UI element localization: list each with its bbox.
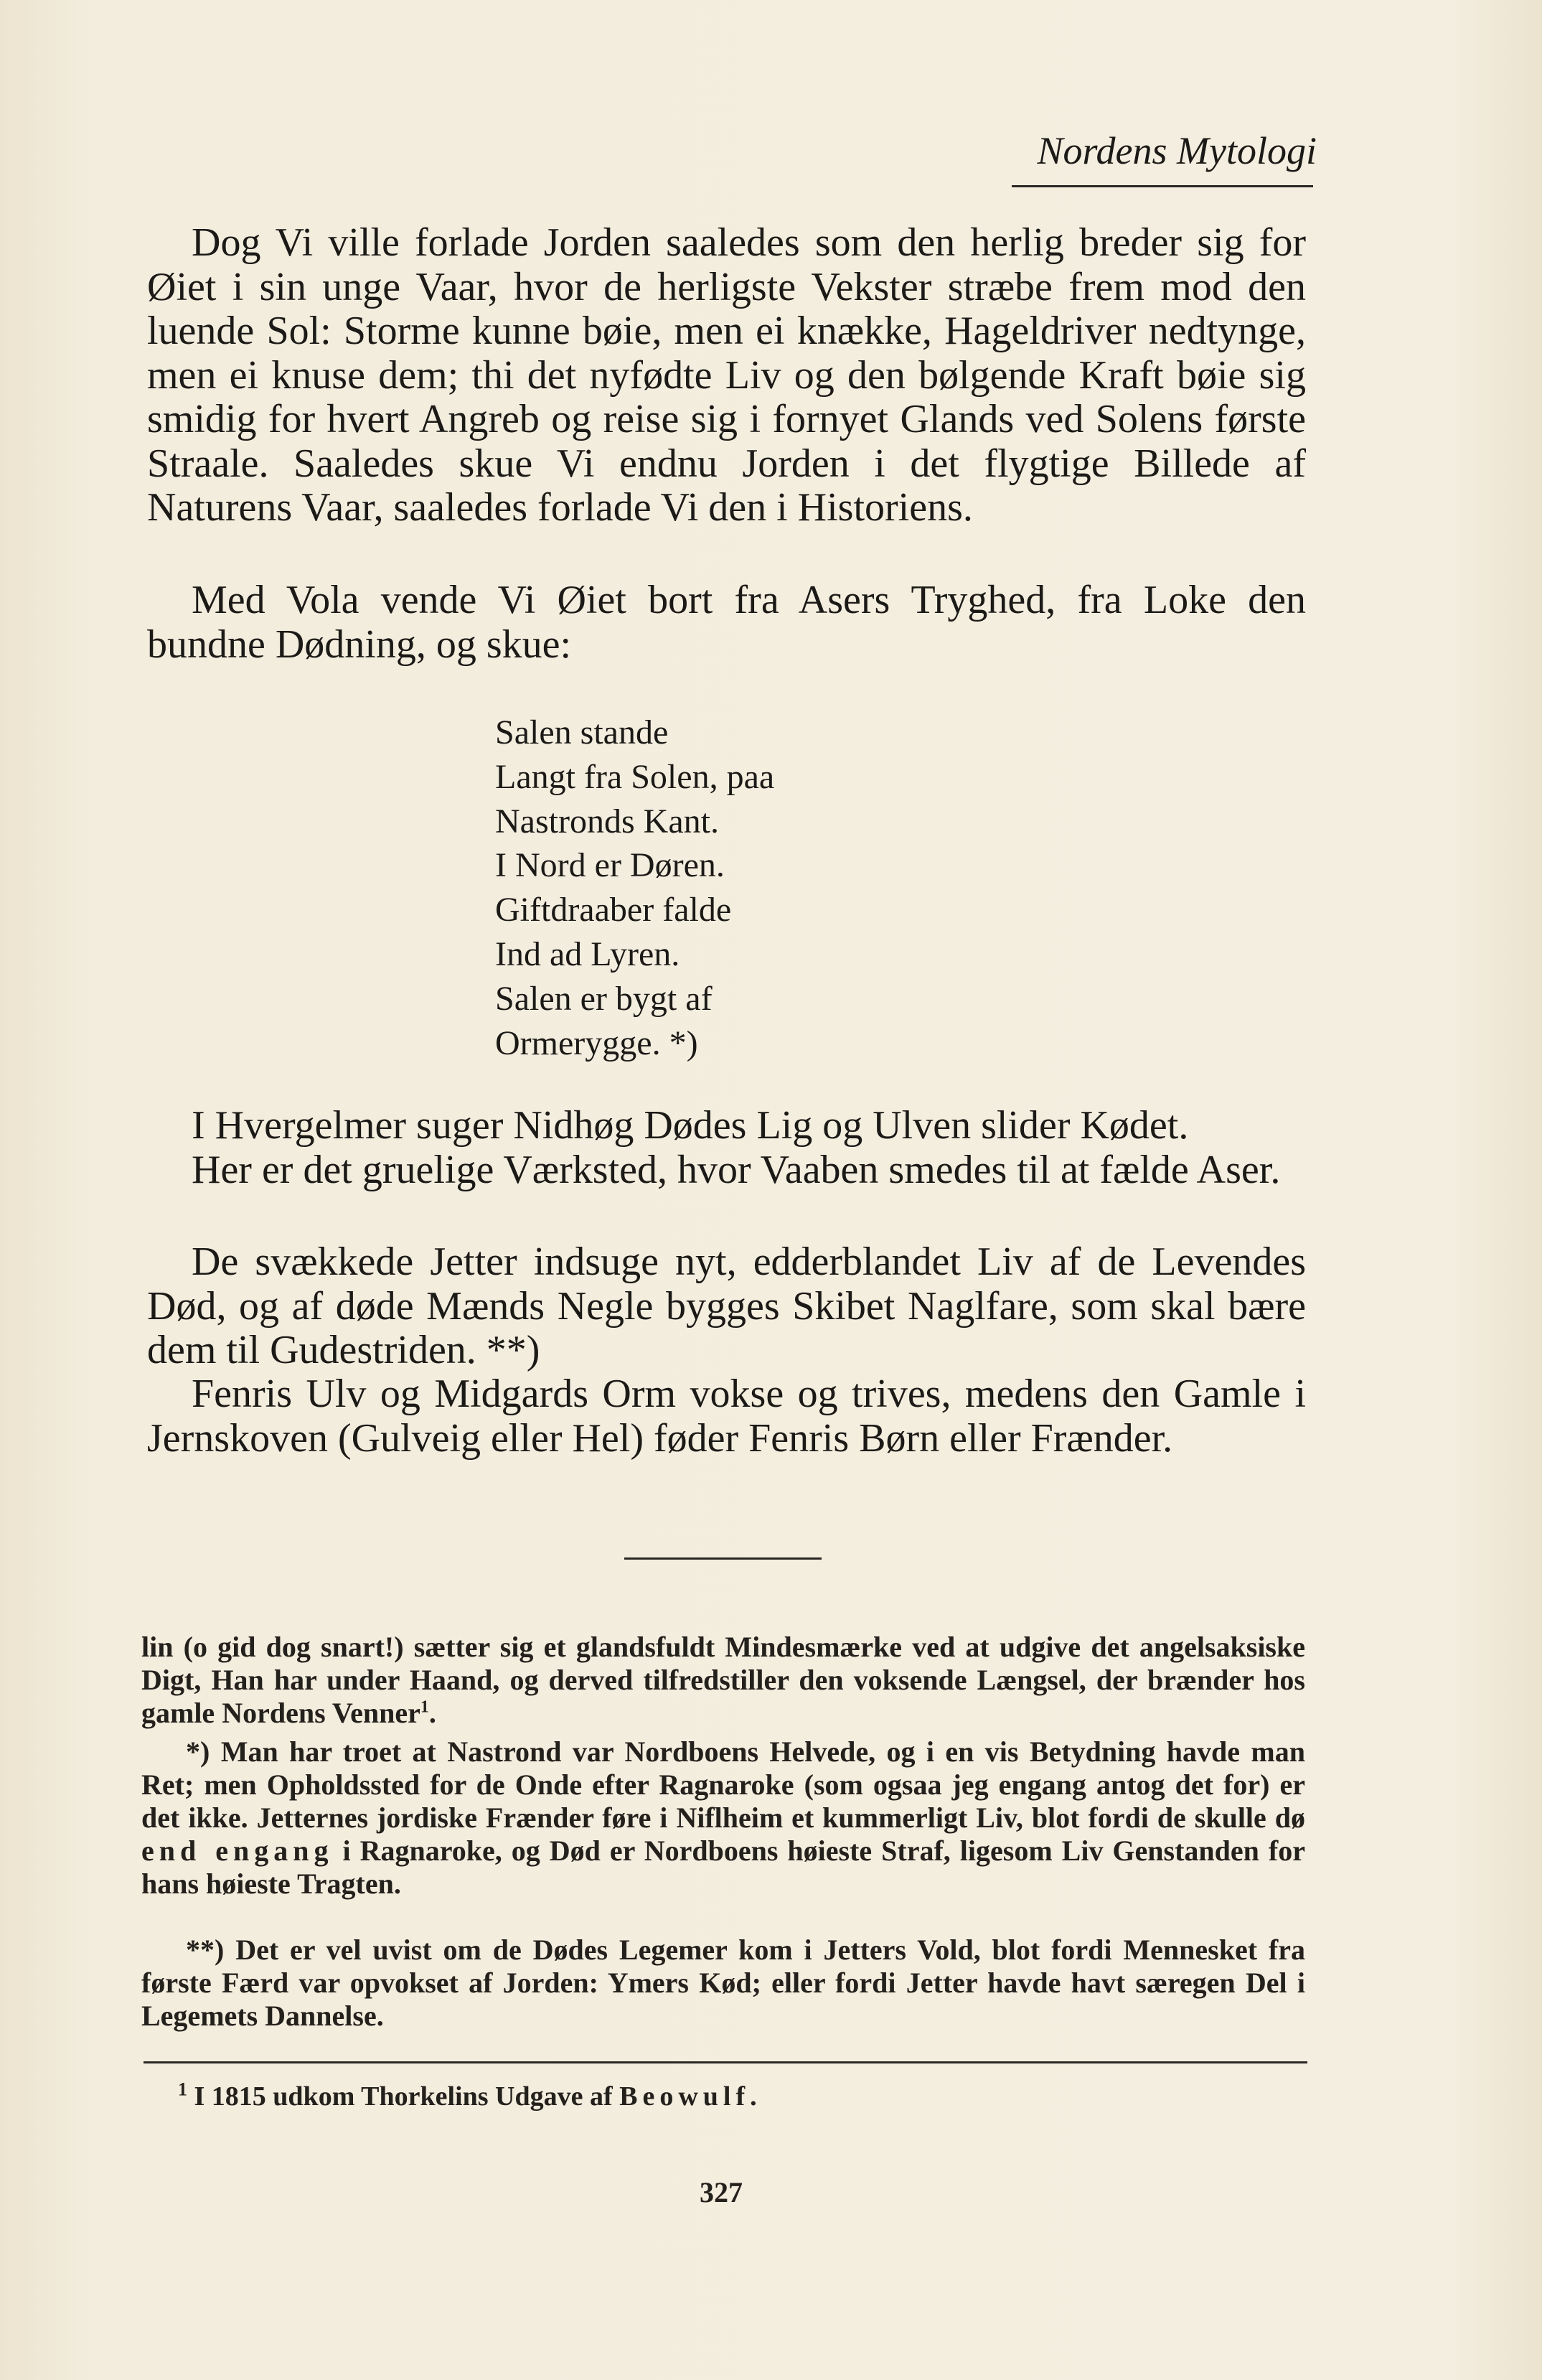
verse-line: Giftdraaber falde <box>495 891 732 929</box>
header-rule <box>1012 185 1313 187</box>
note-text-end: i Ragnaroke, og Død er Nordboens høieste Straf, ligesom Liv Genstanden for hans høieste Tragten. <box>141 1835 1306 1900</box>
note-text: *) Man har troet at Nastrond var Nordboens Helvede, og i en vis Betydning havde man Ret; men Opholdssted for de Onde efter Ragnaroke (som ogsaa jeg engang antog det for) er det ikke. Jetternes jordiske Frænder føre i Niflheim et kummerligt Liv, blot fordi de skulle dø <box>141 1735 1305 1834</box>
footnote-rule <box>144 2061 1307 2063</box>
note-text: lin (o gid dog snart!) sætter sig et glandsfuldt Mindesmærke ved at udgive det angelsaksiske Digt, Han har under Haand, og derved tilfredstiller den voksende Længsel, der brænder hos gamle Nordens Venner <box>141 1631 1305 1729</box>
footnote-ref: 1 <box>420 1697 429 1717</box>
verse-line: Salen stande <box>495 713 669 751</box>
note-continuation <box>141 1631 1305 1730</box>
footnote-end: . <box>750 2081 757 2112</box>
footnote-text: I 1815 udkom Thorkelins Udgave af <box>194 2081 613 2112</box>
footnote-marker: 1 <box>178 2079 187 2100</box>
verse-line: Nastronds Kant. <box>495 802 719 840</box>
note-spaced-text: end engang <box>141 1835 334 1867</box>
verse-block <box>495 711 774 1065</box>
note-double-star: **) Det er vel uvist om de Dødes Legemer kom i Jetters Vold, blot fordi Mennesket fra første Færd var opvokset af Jorden: Ymers Kød; eller fordi Jetter havde havt særegen Del i Legemets Dannelse. <box>141 1934 1305 2032</box>
verse-line: Ormerygge. *) <box>495 1023 698 1062</box>
page-number: 327 <box>700 2176 743 2208</box>
note-single-star <box>141 1735 1305 1901</box>
paragraph-5: De svækkede Jetter indsuge nyt, edderblandet Liv af de Levendes Død, og af døde Mænds Negle bygges Skibet Naglfare, som skal bære dem til Gudestriden. **) <box>147 1240 1306 1372</box>
paragraph-4: Her er det gruelige Værksted, hvor Vaaben smedes til at fælde Aser. <box>192 1148 1281 1192</box>
paragraph-1: Dog Vi ville forlade Jorden saaledes som den herlig breder sig for Øiet i sin unge Vaar, hvor de herligste Vekster stræbe frem mod den luende Sol: Storme kunne bøie, men ei knække, Hageldriver nedtynge, men ei knuse dem; thi det nyfødte Liv og den bølgende Kraft bøie sig smidig for hvert Angreb og reise sig i fornyet Glands ved Solens første Straale. Saaledes skue Vi endnu Jorden i det flygtige Billede af Naturens Vaar, saaledes forlade Vi den i Historiens. <box>147 220 1306 530</box>
paragraph-3: I Hvergelmer suger Nidhøg Dødes Lig og Ulven slider Kødet. <box>192 1103 1189 1148</box>
footnote <box>178 2080 757 2113</box>
running-title: Nordens Mytologi <box>1037 129 1317 172</box>
verse-line: Salen er bygt af <box>495 979 713 1018</box>
verse-line: Ind ad Lyren. <box>495 934 680 973</box>
footnote-title: Beowulf <box>619 2081 751 2112</box>
note-text-end: . <box>428 1697 436 1729</box>
section-divider <box>624 1557 822 1560</box>
paragraph-2: Med Vola vende Vi Øiet bort fra Asers Tryghed, fra Loke den bundne Dødning, og skue: <box>147 578 1306 667</box>
verse-line: Langt fra Solen, paa <box>495 757 775 796</box>
paragraph-6: Fenris Ulv og Midgards Orm vokse og trives, medens den Gamle i Jernskoven (Gulveig eller Hel) føder Fenris Børn eller Frænder. <box>147 1372 1306 1461</box>
verse-line: I Nord er Døren. <box>495 846 725 885</box>
